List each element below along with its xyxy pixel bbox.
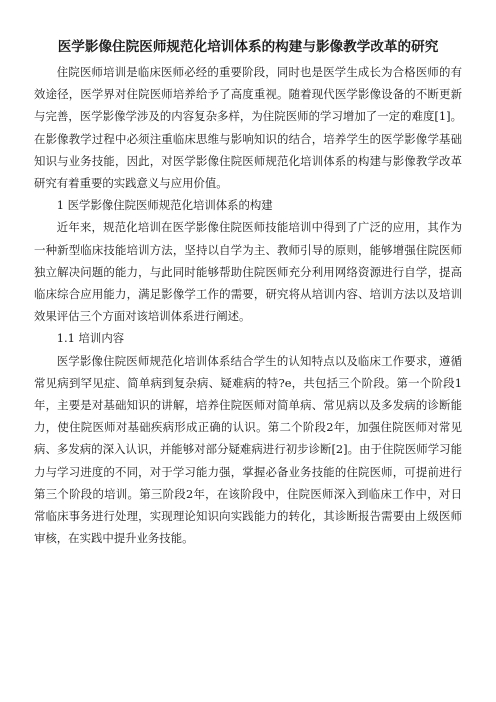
section-1-heading: 1 医学影像住院医师规范化培训体系的构建 (56, 198, 273, 213)
section-1-1-paragraph: 医学影像住院医师规范化培训体系结合学生的认知特点以及临床工作要求，遵循常见病到罕见症、简单病到复杂病、疑难病的特?e，共包括三个阶段。第一个阶段1年，主要是对基础知识的讲解，培养住院医师对简单病、常见病以及多发病的诊断能力，使住院医师对基础疾病形成正确的认识。第二个阶段2年，加强住院医师对常见病、多发病的深入认识，并能够对部分疑难病进行初步诊断[2]。由于住院医师学习能力与学习进度的不同，对于学习能力强，掌握必备业务技能的住院医师，可提前进行第三个阶段的培训。第三阶段2年，在该阶段中，住院医师深入到临床工作中，对日常临床事务进行处理，实现理论知识向实践能力的转化，其诊断报告需要由上级医师审核，在实践中提升业务技能。 (34, 353, 462, 546)
intro-paragraph: 住院医师培训是临床医师必经的重要阶段，同时也是医学生成长为合格医师的有效途径，医学界对住院医师培养给予了高度重视。随着现代医学影像设备的不断更新与完善，医学影像学涉及的内容复杂多样，为住院医师的学习增加了一定的难度[1]。在影像教学过程中必须注重临床思维与影响知识的结合，培养学生的医学影像学基础知识与业务技能，因此，对医学影像住院医师规范化培训体系的构建与影像教学改革研究有着重要的实践意义与应用价值。 (34, 65, 462, 191)
document-title: 医学影像住院医师规范化培训体系的构建与影像教学改革的研究 (57, 39, 439, 55)
section-1-paragraph: 近年来，规范化培训在医学影像住院医师技能培训中得到了广泛的应用，其作为一种新型临床技能培训方法，坚持以自学为主、教师引导的原则，能够增强住院医师独立解决问题的能力，与此同时能够帮助住院医师充分利用网络资源进行自学，提高临床综合应用能力，满足影像学工作的需要，研究将从培训内容、培训方法以及培训效果评估三个方面对该培训体系进行阐述。 (34, 220, 462, 324)
section-1-1-heading: 1.1 培训内容 (56, 331, 125, 346)
